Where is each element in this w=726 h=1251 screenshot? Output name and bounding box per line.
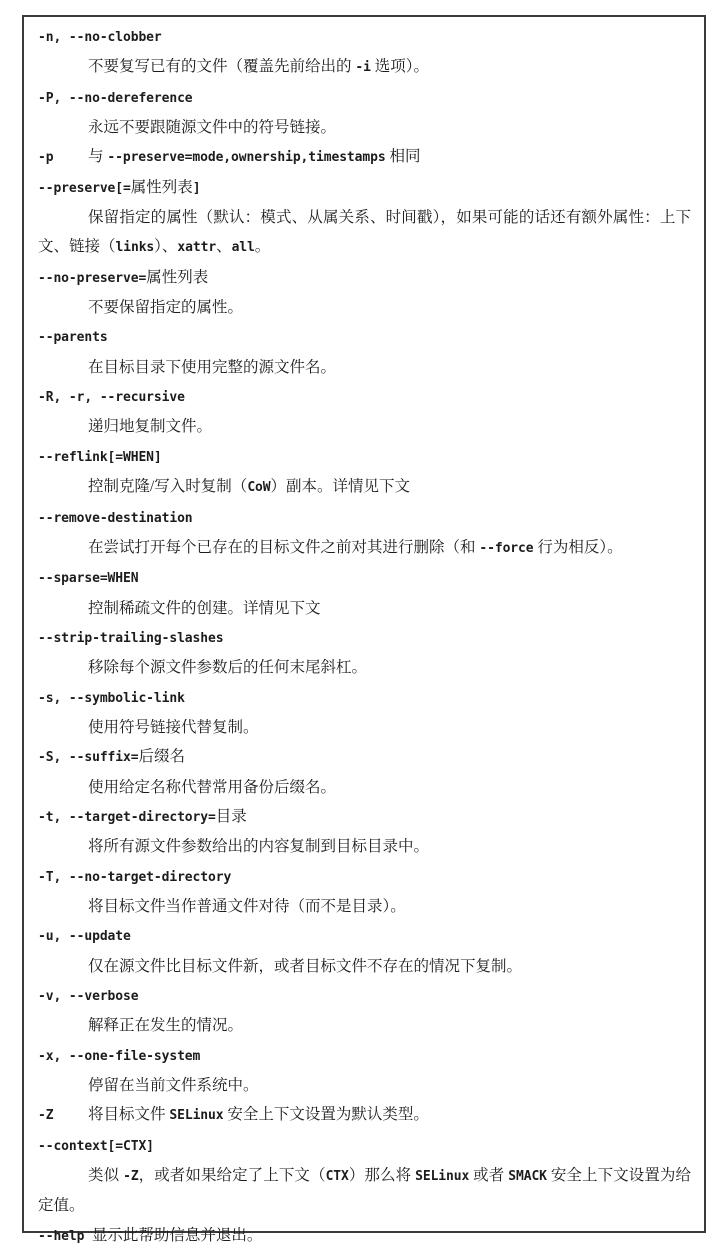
option-code-text: --no-preserve= [38,270,147,286]
option-zh-text: 属性列表 [130,178,193,196]
option-inline-line [38,1100,691,1130]
option-entry [38,1041,691,1101]
option-zh-text: 属性列表 [146,268,209,286]
option-zh-text: 、 [216,238,232,256]
option-description [88,1106,429,1123]
option-description [38,1011,691,1040]
option-inline-line [38,142,691,172]
option-term [38,1131,691,1161]
option-entry [38,802,691,862]
option-code-text: -Z [123,1169,139,1185]
option-term [38,981,691,1011]
option-zh-text: 递归地复制文件。 [88,418,213,436]
option-inline-line [38,1221,691,1251]
option-term [38,683,691,713]
option-entry [38,1221,691,1251]
option-zh-text: ）副本。详情见下文 [270,478,411,496]
option-zh-text: 控制稀疏文件的创建。详情见下文 [88,599,321,617]
option-code-text: -S, --suffix= [38,750,139,766]
option-code-text: -s, --symbolic-link [38,690,185,706]
option-description [38,1161,691,1221]
manpage-options-panel [22,15,706,1244]
option-term [38,442,691,472]
option-code-text: all [231,240,255,256]
option-description [38,832,691,861]
option-term [38,322,691,352]
option-code-text: links [115,240,155,256]
option-term [38,382,691,412]
option-zh-text: 将所有源文件参数给出的内容复制到目标目录中。 [88,838,430,856]
option-entry [38,742,691,802]
option-zh-text: 使用给定名称代替常用备份后缀名。 [88,778,337,796]
option-description [38,892,691,921]
option-zh-text: 在目标目录下使用完整的源文件名。 [88,358,337,376]
option-term [38,22,691,52]
option-code-text: CTX [325,1169,349,1185]
option-zh-text: 解释正在发生的情况。 [88,1017,244,1035]
option-entry [38,382,691,442]
option-entry [38,862,691,922]
option-term [38,862,691,892]
option-zh-text: ）那么将 [348,1167,416,1185]
option-zh-text: 不要保留指定的属性。 [88,299,244,317]
option-zh-text: 与 [88,148,108,166]
option-code-text: -R, -r, --recursive [38,390,185,406]
option-term [38,503,691,533]
option-zh-text: ，或者如果给定了上下文（ [138,1167,326,1185]
option-term [38,1041,691,1071]
option-description [38,52,691,82]
option-zh-text: 永远不要跟随源文件中的符号链接。 [88,119,337,137]
option-code-text: --force [479,540,534,556]
option-code-text: -t, --target-directory= [38,809,216,825]
option-zh-text: 行为相反）。 [533,538,623,556]
option-code-text: -Z [38,1108,54,1124]
option-zh-text: 使用符号链接代替复制。 [88,718,259,736]
option-entry [38,563,691,623]
option-description [38,203,691,263]
option-code-text: -x, --one-file-system [38,1048,201,1064]
option-description [38,353,691,382]
option-description [38,952,691,981]
option-entry [38,503,691,564]
option-description [38,773,691,802]
option-code-text: -n, --no-clobber [38,30,162,45]
option-entry [38,981,691,1041]
options-list [38,22,691,1251]
option-zh-text: 移除每个源文件参数后的任何末尾斜杠。 [88,659,368,677]
option-description [38,653,691,682]
option-code-text: --remove-destination [38,510,193,526]
option-code-text: -v, --verbose [38,989,139,1004]
option-code-text: -T, --no-target-directory [38,869,232,885]
option-zh-text: 将目标文件 [88,1106,170,1124]
option-term [38,142,88,172]
option-term [38,1221,88,1251]
option-zh-text: 显示此帮助信息并退出。 [88,1226,263,1244]
option-description [38,533,691,563]
option-code-text: -p [38,150,54,166]
option-entry [38,623,691,683]
option-term [38,742,691,772]
option-zh-text: 类似 [88,1167,124,1185]
option-entry [38,442,691,503]
option-code-text: CoW [247,480,271,496]
option-code-text: SELinux [169,1108,224,1124]
option-code-text: --context[=CTX] [38,1138,154,1154]
option-entry [38,921,691,981]
option-description [38,412,691,441]
option-term [38,623,691,653]
option-description [38,113,691,142]
option-zh-text: ）、 [154,238,178,256]
option-code-text: -i [355,60,371,76]
option-code-text: --reflink[=WHEN] [38,449,162,465]
option-zh-text: 安全上下文设置为默认类型。 [223,1106,429,1124]
option-description [38,713,691,742]
option-description [88,1227,262,1244]
option-term [38,83,691,113]
option-entry [38,142,691,172]
option-term [38,563,691,593]
option-code-text: --preserve[= [38,180,131,196]
option-zh-text: 不要复写已有的文件（覆盖先前给出的 [88,58,356,76]
option-zh-text: 仅在源文件比目标文件新，或者目标文件不存在的情况下复制。 [88,957,523,975]
option-description [38,472,691,502]
option-code-text: -P, --no-dereference [38,90,193,106]
option-entry [38,83,691,143]
option-zh-text: 或者 [469,1167,509,1185]
option-code-text: --parents [38,330,108,346]
option-zh-text: 控制克隆/写入时复制（ [88,478,248,496]
option-zh-text: 停留在当前文件系统中。 [88,1077,259,1095]
option-entry [38,263,691,323]
option-zh-text: 安全上下文设置为给定值。 [38,1167,691,1215]
option-entry [38,1131,691,1221]
option-code-text: ] [192,180,201,196]
option-zh-text: 保留指定的属性（默认：模式、从属关系、时间戳），如果可能的话还有额外属性：上下文、链接（ [38,209,691,256]
option-term [38,173,691,203]
option-term [38,1100,88,1130]
option-term [38,263,691,293]
option-code-text: xattr [177,240,217,256]
option-entry [38,173,691,263]
option-description [38,594,691,623]
option-term [38,921,691,951]
option-zh-text: 将目标文件当作普通文件对待（而不是目录）。 [88,897,406,915]
option-code-text: --help [38,1228,85,1244]
option-code-text: --preserve=mode,ownership,timestamps [107,150,386,166]
option-zh-text: 在尝试打开每个已存在的目标文件之前对其进行删除（和 [88,538,480,556]
option-entry [38,683,691,743]
option-description [38,293,691,322]
option-description [88,148,420,165]
option-zh-text: 。 [254,238,271,256]
option-entry [38,322,691,382]
option-entry [38,1100,691,1130]
option-code-text: SMACK [508,1169,547,1185]
option-code-text: -u, --update [38,929,131,945]
option-zh-text: 相同 [385,148,421,166]
option-term [38,802,691,832]
option-zh-text: 选项）。 [370,58,429,76]
option-entry [38,22,691,83]
option-code-text: SELinux [415,1169,470,1185]
option-code-text: --sparse=WHEN [38,571,139,587]
option-code-text: --strip-trailing-slashes [38,630,224,646]
option-zh-text: 后缀名 [138,748,185,766]
option-description [38,1071,691,1100]
option-zh-text: 目录 [215,807,247,825]
